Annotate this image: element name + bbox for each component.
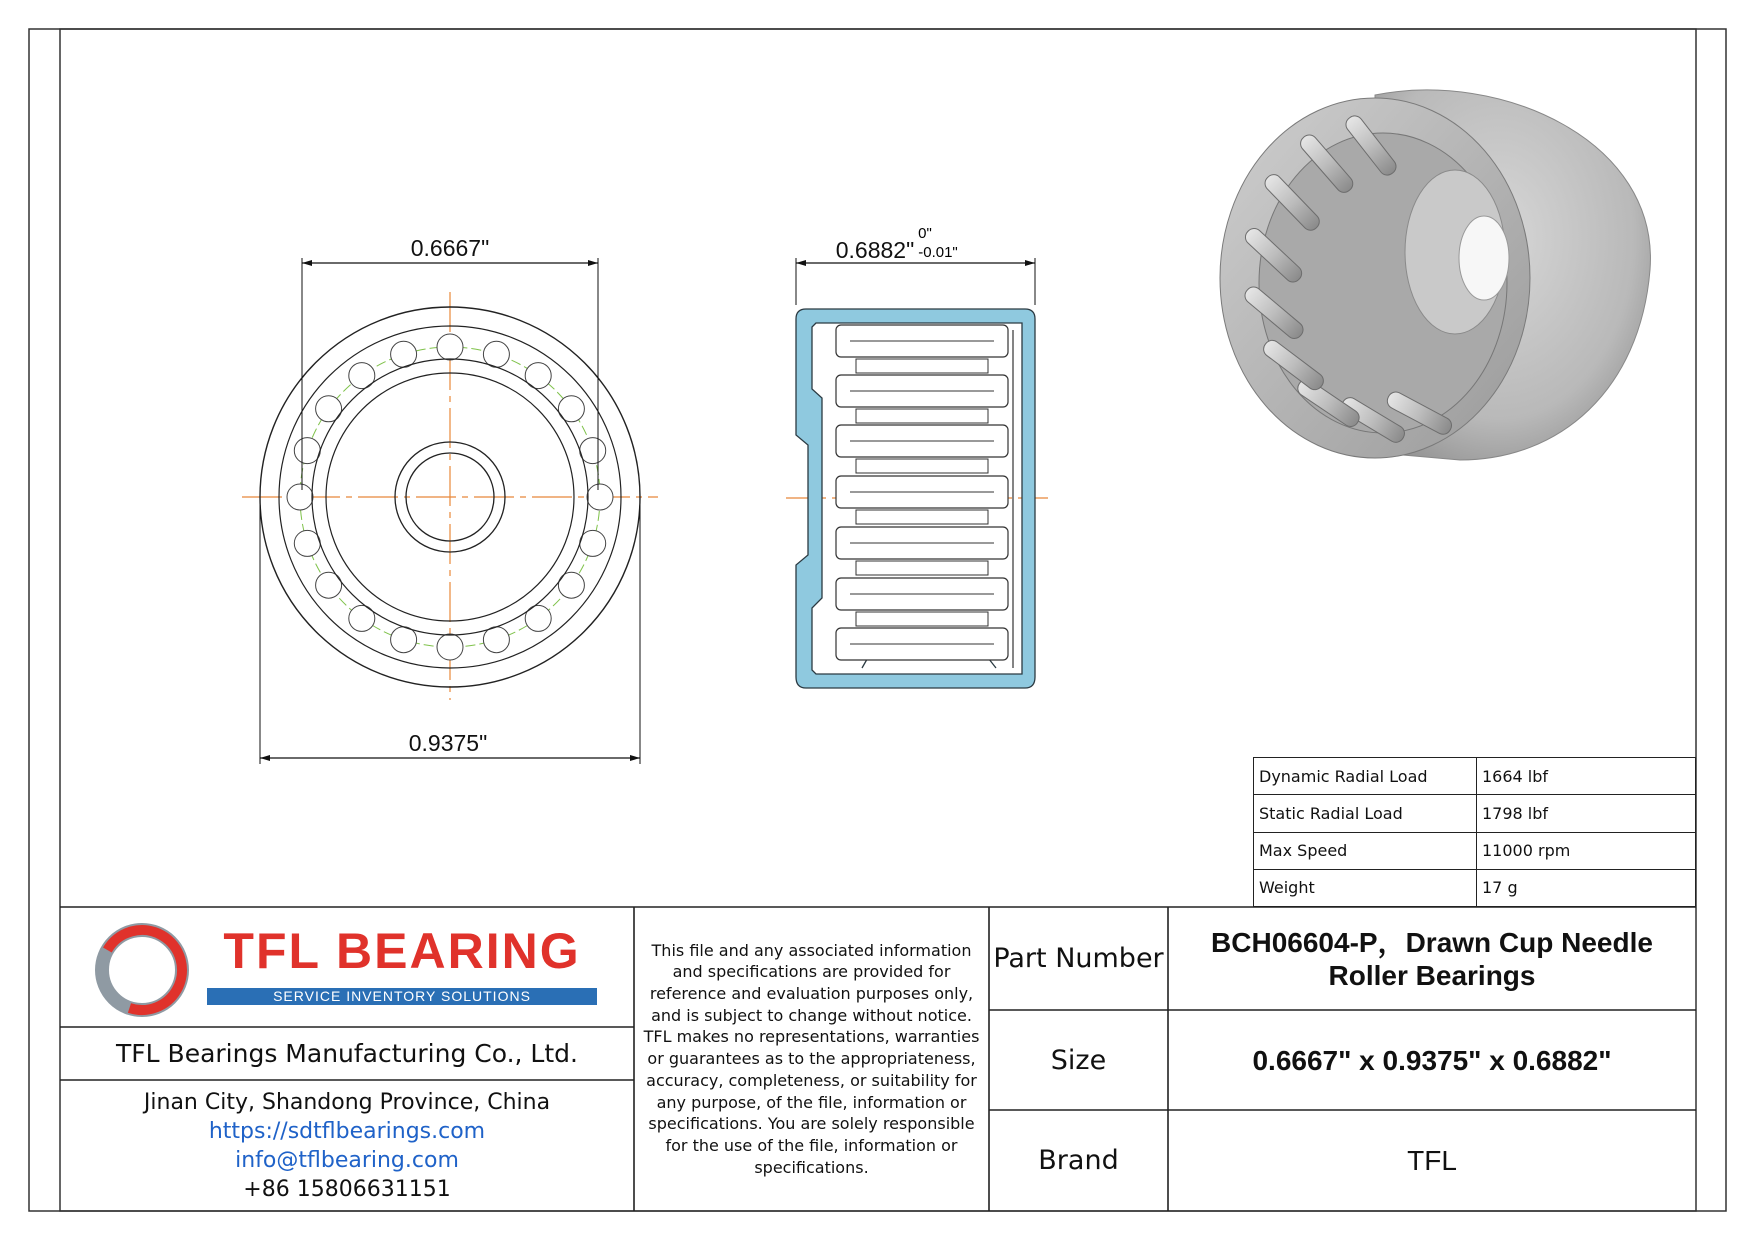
company-name: TFL Bearings Manufacturing Co., Ltd.	[116, 1039, 578, 1068]
size-value: 0.6667" x 0.9375" x 0.6882"	[1252, 1044, 1612, 1076]
company-logo	[92, 920, 612, 1020]
spec-value: 11000 rpm	[1477, 832, 1696, 869]
dimension-width-text: 0.6882"	[835, 237, 915, 263]
contact-block	[60, 1080, 634, 1211]
email-link[interactable]: info@tflbearing.com	[235, 1147, 459, 1173]
spec-value: 17 g	[1477, 869, 1696, 906]
tolerance-upper: 0"	[918, 225, 932, 242]
phone-number: +86 15806631151	[243, 1176, 451, 1202]
spec-value: 1798 lbf	[1477, 795, 1696, 832]
dimension-bore-text: 0.6667"	[410, 235, 490, 261]
logo-center	[116, 944, 168, 996]
part-number-label: Part Number	[993, 943, 1164, 974]
disclaimer-text: This file and any associated information and specifications are provided for reference and evaluation purposes only, and is subject to change without notice. TFL makes no representations, warranties or guarantees as to the appropriateness, accuracy, completeness, or suitability for any purpose, of the file, information or specifications. You are solely responsible for the use of the file, information or specifications.	[643, 940, 980, 1177]
spec-label: Max Speed	[1254, 832, 1477, 869]
spec-label: Dynamic Radial Load	[1254, 758, 1477, 795]
brand-label: Brand	[1038, 1145, 1119, 1176]
spec-label: Weight	[1254, 869, 1477, 906]
website-link[interactable]: https://sdtflbearings.com	[208, 1118, 486, 1144]
logo-tagline: SERVICE INVENTORY SOLUTIONS	[273, 988, 531, 1004]
company-location: Jinan City, Shandong Province, China	[143, 1089, 551, 1115]
tolerance-lower: -0.01"	[918, 244, 958, 261]
part-number-value: BCH06604-P，Drawn Cup Needle Roller Bearings	[1211, 926, 1653, 991]
spec-label: Static Radial Load	[1254, 795, 1477, 832]
logo-wordmark: TFL BEARING	[223, 923, 581, 979]
spec-value: 1664 lbf	[1477, 758, 1696, 795]
brand-value: TFL	[1407, 1144, 1457, 1176]
size-label: Size	[1050, 1044, 1107, 1076]
dimension-od-text: 0.9375"	[408, 730, 488, 756]
